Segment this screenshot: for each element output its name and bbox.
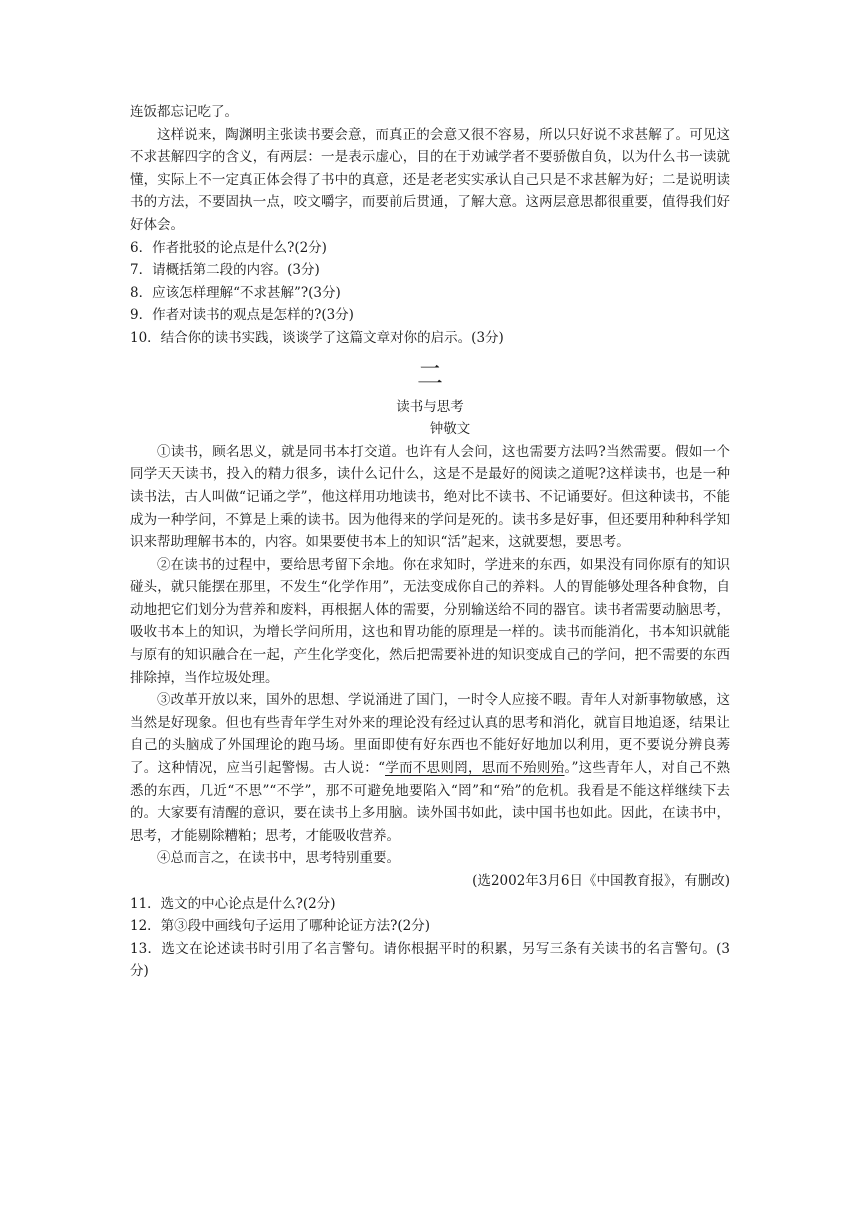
- paragraph-2: ②在读书的过程中，要给思考留下余地。你在求知时，学进来的东西，如果没有同你原有的知识碰头，就只能摆在那里，不发生“化学作用”，无法变成你自己的养料。人的胃能够处理各种食物，自动地把它们划分为营养和废料，再根据人体的需要，分别输送给不同的器官。读书者需要动脑思考，吸收书本上的知识，为增长学问所用，这也和胃功能的原理是一样的。读书而能消化，书本知识就能与原有的知识融合在一起，产生化学变化，然后把需要补进的知识变成自己的学问，把不需要的东西排除掉，当作垃圾处理。: [130, 556, 730, 686]
- paragraph-3: [130, 689, 730, 847]
- document-page: [130, 101, 730, 983]
- question-9: 9．作者对读书的观点是怎样的?(3分): [130, 307, 354, 324]
- article-title: 读书与思考: [396, 398, 464, 415]
- paragraph-3-part-b: 。”这些青年人，对自己不熟悉的东西，几近“不思”“不学”，那不可避免地要陷入“罔”和“殆”的危机。我看是不能这样继续下去的。大家要有清醒的意识，要在读书上多用脑。读外国书如此，读中国书也如此。因此，在读书中，思考，才能剔除糟粕；思考，才能吸收营养。: [130, 760, 731, 844]
- question-11: 11．选文的中心论点是什么?(2分): [130, 895, 336, 912]
- continued-line: 连饭都忘记吃了。: [130, 104, 238, 120]
- article-source: (选2002年3月6日《中国教育报》，有删改): [472, 873, 730, 889]
- paragraph-tao-yuanming: 这样说来，陶渊明主张读书要会意，而真正的会意又很不容易，所以只好说不求甚解了。可见这不求甚解四字的含义，有两层：一是表示虚心，目的在于劝诫学者不要骄傲自负，以为什么书一读就懂，实际上不一定真正体会得了书中的真意，还是老老实实承认自己只是不求甚解为好；二是说明读书的方法，不要固执一点，咬文嚼字，而要前后贯通，了解大意。这两层意思都很重要，值得我们好好体会。: [130, 126, 730, 233]
- paragraph-4: ④总而言之，在读书中，思考特别重要。: [157, 850, 400, 867]
- question-6: 6．作者批驳的论点是什么?(2分): [130, 239, 327, 256]
- question-13: 13．选文在论述读书时引用了名言警句。请你根据平时的积累，另写三条有关读书的名言警句。(3分): [130, 940, 730, 980]
- question-8: 8．应该怎样理解“不求甚解”?(3分): [130, 284, 341, 301]
- section-heading: 二: [416, 360, 443, 391]
- question-list-2: [130, 893, 730, 983]
- underlined-quote: 学而不思则罔，思而不殆则殆: [385, 760, 565, 777]
- question-list-1: [130, 237, 730, 350]
- article-author: 钟敬文: [429, 421, 471, 438]
- paragraph-3-part-a: ③改革开放以来，国外的思想、学说涌进了国门，一时令人应接不暇。青年人对新事物敏感，这当然是好现象。但也有些青年学生对外来的理论没有经过认真的思考和消化，就盲目地追逐，结果让自己的头脑成了外国理论的跑马场。里面即使有好东西也不能好好地加以利用，更不要说分辨良莠了。这种情况，应当引起警惕。古人说：“: [130, 692, 730, 777]
- question-10: 10．结合你的读书实践，谈谈学了这篇文章对你的启示。(3分): [130, 329, 504, 346]
- question-12: 12．第③段中画线句子运用了哪种论证方法?(2分): [130, 918, 431, 935]
- question-7: 7．请概括第二段的内容。(3分): [130, 262, 320, 279]
- paragraph-1: ①读书，顾名思义，就是同书本打交道。也许有人会问，这也需要方法吗?当然需要。假如一个同学天天读书，投入的精力很多，读什么记什么，这是不是最好的阅读之道呢?这样读书，也是一种读书法，古人叫做“记诵之学”，他这样用功地读书，绝对比不读书、不记诵要好。但这种读书，不能成为一种学问，不算是上乘的读书。因为他得来的学问是死的。读书多是好事，但还要用种种科学知识来帮助理解书本的，内容。如果要使书本上的知识“活”起来，这就要想，要思考。: [130, 443, 730, 551]
